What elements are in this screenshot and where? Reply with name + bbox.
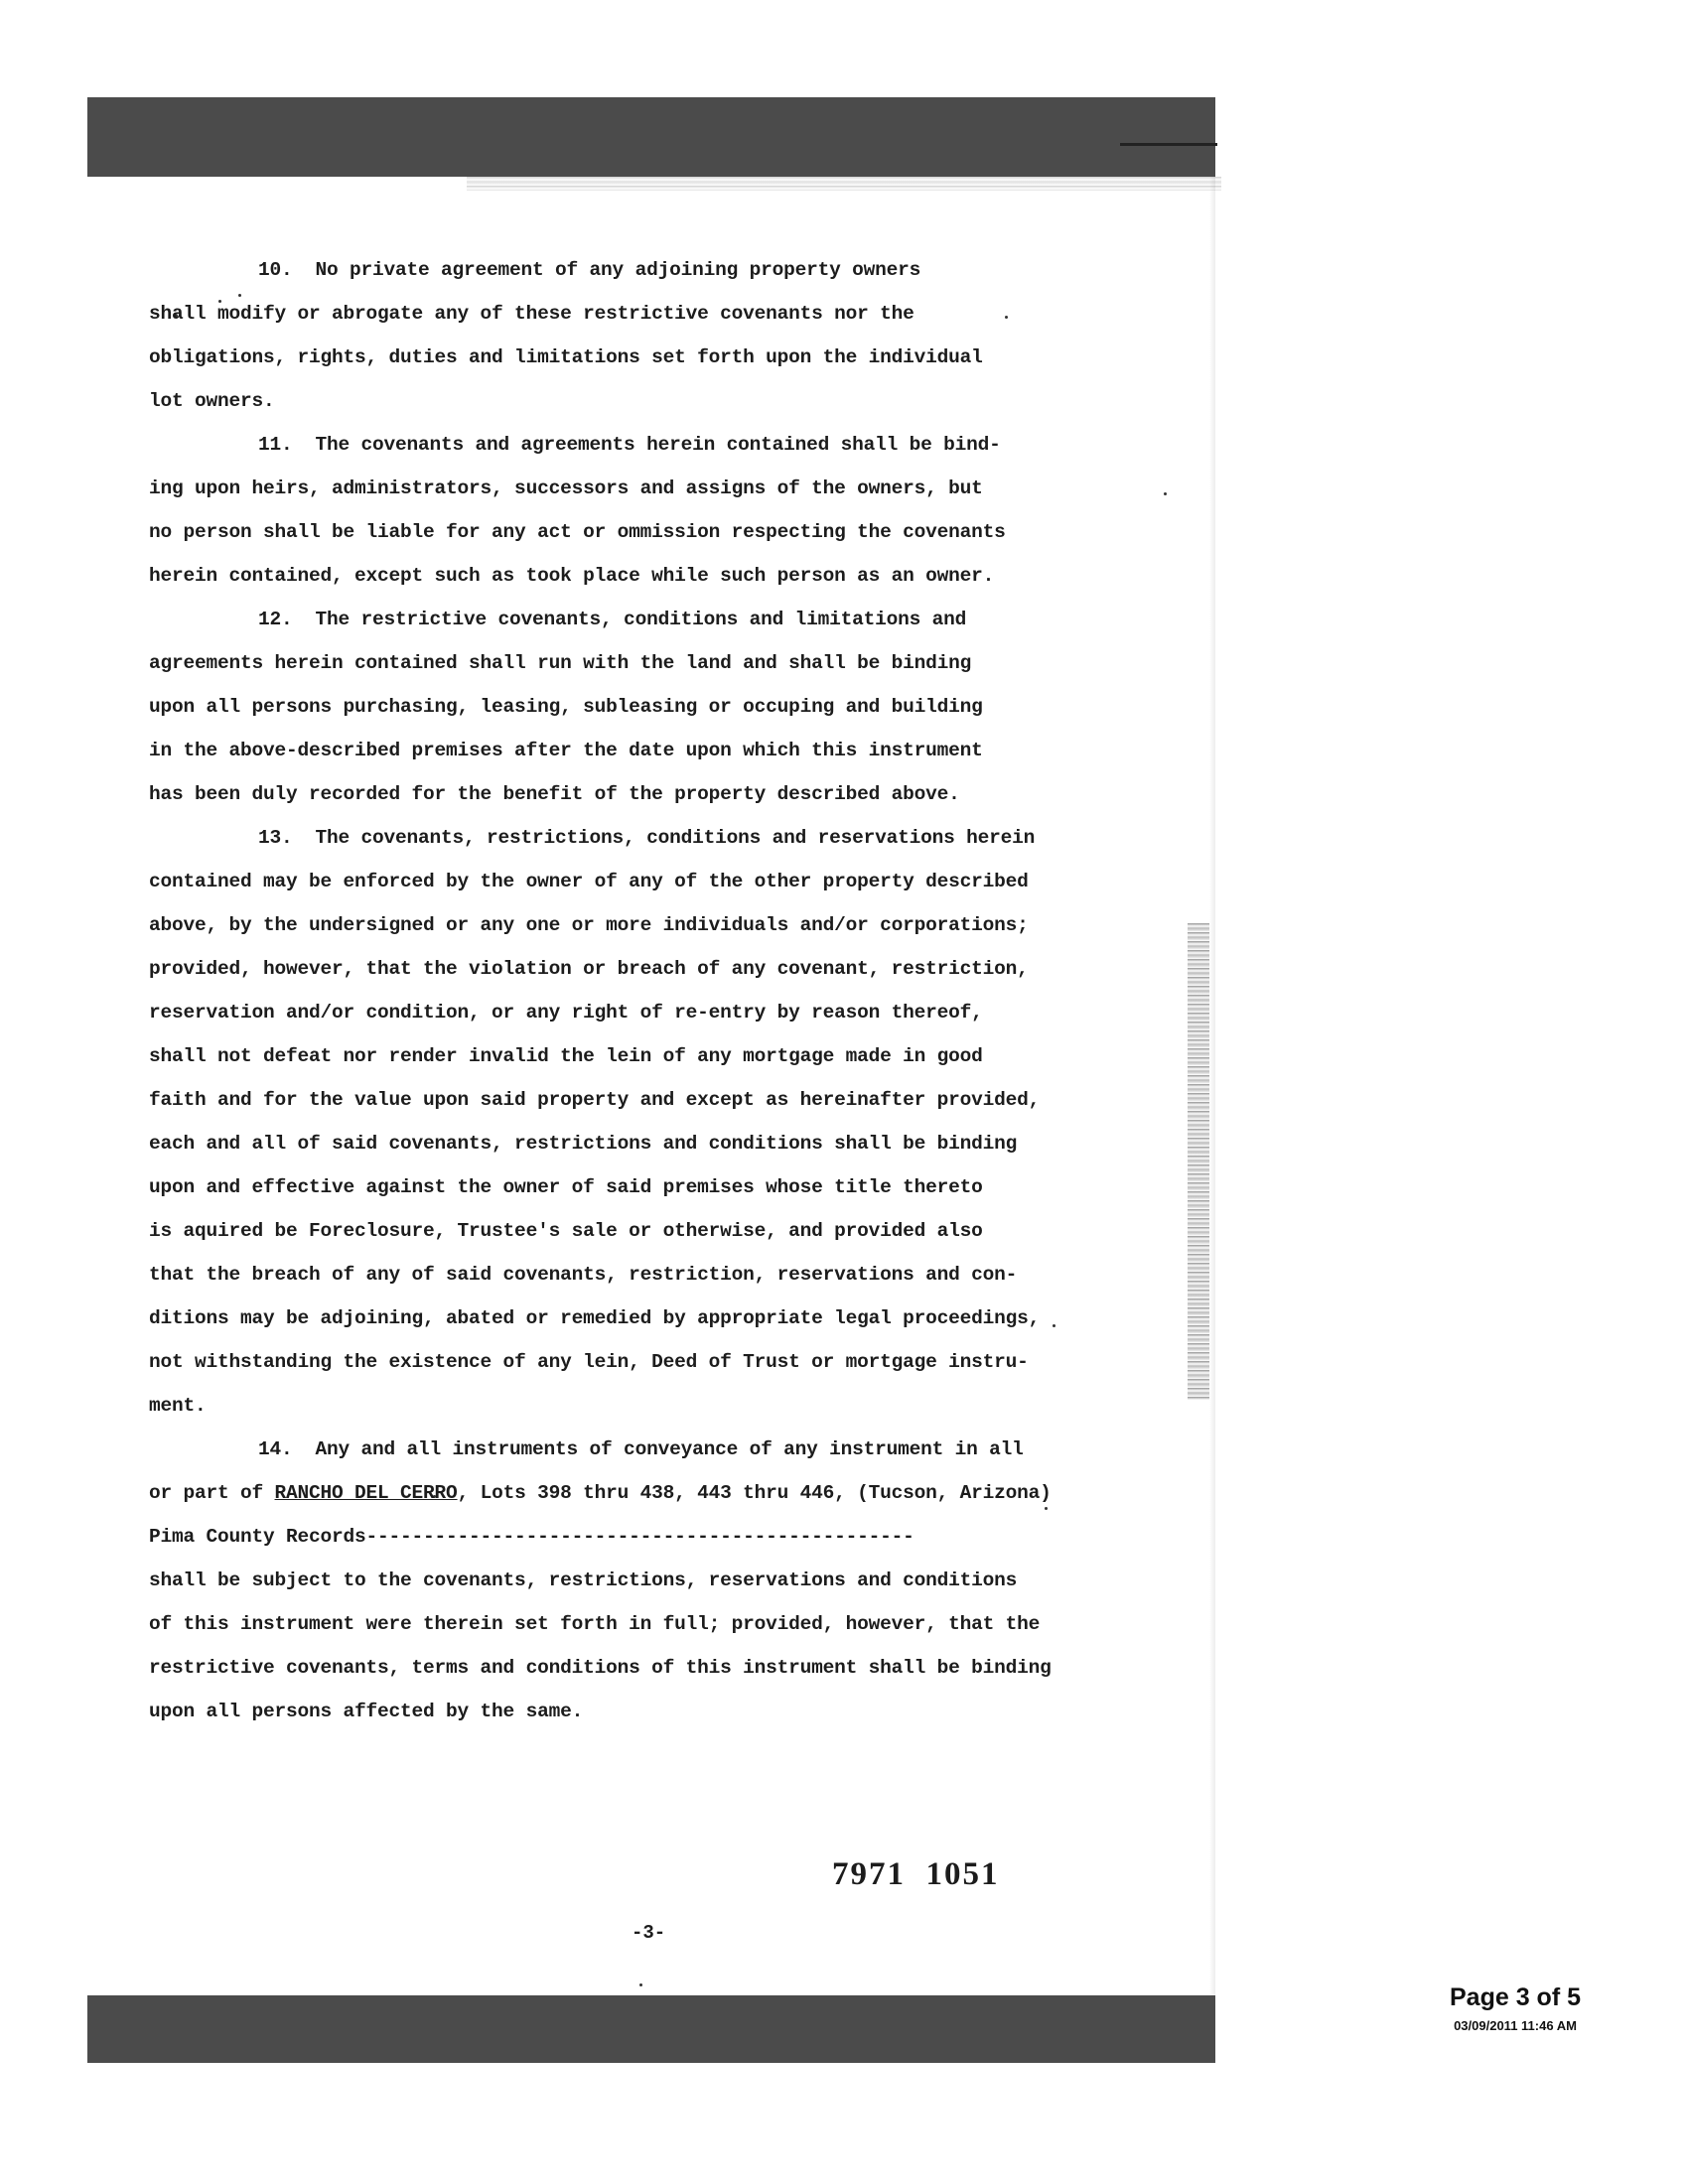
clause-12 — [149, 598, 1118, 816]
text-line: 14. Any and all instruments of conveyance of any instrument in all — [258, 1438, 1024, 1460]
text-line: ditions may be adjoining, abated or remedied by appropriate legal proceedings, — [149, 1307, 1041, 1329]
text-line: 12. The restrictive covenants, conditions and limitations and — [258, 609, 967, 630]
scan-bottom-border — [87, 1995, 1215, 2063]
text-line: has been duly recorded for the benefit of the property described above. — [149, 783, 960, 805]
scan-right-edge — [1209, 177, 1215, 1995]
text-line: herein contained, except such as took place while such person as an owner. — [149, 565, 995, 587]
text-line: contained may be enforced by the owner of any of the other property described — [149, 871, 1029, 892]
text-line: provided, however, that the violation or breach of any covenant, restriction, — [149, 958, 1029, 980]
clause-11 — [149, 423, 1118, 598]
text-line: 13. The covenants, restrictions, conditions and reservations herein — [258, 827, 1036, 849]
recording-stamp: 7971 1051 — [832, 1856, 1000, 1892]
subdivision-name: RANCHO DEL CERRO — [274, 1482, 458, 1504]
text-line: not withstanding the existence of any lein, Deed of Trust or mortgage instru- — [149, 1351, 1029, 1373]
text-line: of this instrument were therein set forth in full; provided, however, that the — [149, 1613, 1041, 1635]
text-line: shall not defeat nor render invalid the lein of any mortgage made in good — [149, 1045, 983, 1067]
text-line: Pima County Records------------------------------------------------ — [149, 1526, 914, 1548]
text-line: 10. No private agreement of any adjoining property owners — [258, 259, 921, 281]
text-fragment: , Lots 398 thru 438, 443 thru 446, (Tucson, Arizona) — [457, 1482, 1052, 1504]
text-line: no person shall be liable for any act or ommission respecting the covenants — [149, 521, 1006, 543]
text-line: 11. The covenants and agreements herein contained shall be bind- — [258, 434, 1001, 456]
scan-top-border — [87, 97, 1215, 177]
text-line: ing upon heirs, administrators, successors and assigns of the owners, but — [149, 478, 983, 499]
print-timestamp: 03/09/2011 11:46 AM — [1454, 2018, 1577, 2033]
text-fragment: or part of — [149, 1482, 275, 1504]
document-body — [149, 248, 1118, 1733]
text-line: in the above-described premises after the date upon which this instrument — [149, 740, 983, 761]
text-line: obligations, rights, duties and limitations set forth upon the individual — [149, 346, 983, 368]
text-line: each and all of said covenants, restrictions and conditions shall be binding — [149, 1133, 1018, 1155]
clause-14 — [149, 1428, 1118, 1733]
text-line: upon and effective against the owner of said premises whose title thereto — [149, 1176, 983, 1198]
text-line — [149, 1471, 1118, 1515]
clause-10 — [149, 248, 1118, 423]
text-line: reservation and/or condition, or any right of re-entry by reason thereof, — [149, 1002, 983, 1024]
text-line: shall modify or abrogate any of these restrictive covenants nor the — [149, 303, 914, 325]
text-line: upon all persons affected by the same. — [149, 1701, 584, 1722]
scan-speck — [1164, 492, 1167, 495]
page-counter: Page 3 of 5 — [1450, 1983, 1581, 2011]
scan-noise-right-margin — [1188, 923, 1209, 1400]
text-line: agreements herein contained shall run with the land and shall be binding — [149, 652, 972, 674]
text-line: lot owners. — [149, 390, 275, 412]
text-line: ment. — [149, 1395, 207, 1417]
text-line: is aquired be Foreclosure, Trustee's sale or otherwise, and provided also — [149, 1220, 983, 1242]
page-folio: -3- — [632, 1922, 666, 1944]
scan-speck — [639, 1983, 642, 1986]
clause-13 — [149, 816, 1118, 1428]
text-line: above, by the undersigned or any one or more individuals and/or corporations; — [149, 914, 1029, 936]
text-line: that the breach of any of said covenants, restriction, reservations and con- — [149, 1264, 1018, 1286]
text-line: shall be subject to the covenants, restrictions, reservations and conditions — [149, 1570, 1018, 1591]
text-line: upon all persons purchasing, leasing, subleasing or occuping and building — [149, 696, 983, 718]
text-line: restrictive covenants, terms and conditions of this instrument shall be binding — [149, 1657, 1052, 1679]
text-line: faith and for the value upon said property and except as hereinafter provided, — [149, 1089, 1041, 1111]
scan-noise-top-margin — [467, 177, 1221, 191]
scan-top-right-line — [1120, 143, 1217, 146]
